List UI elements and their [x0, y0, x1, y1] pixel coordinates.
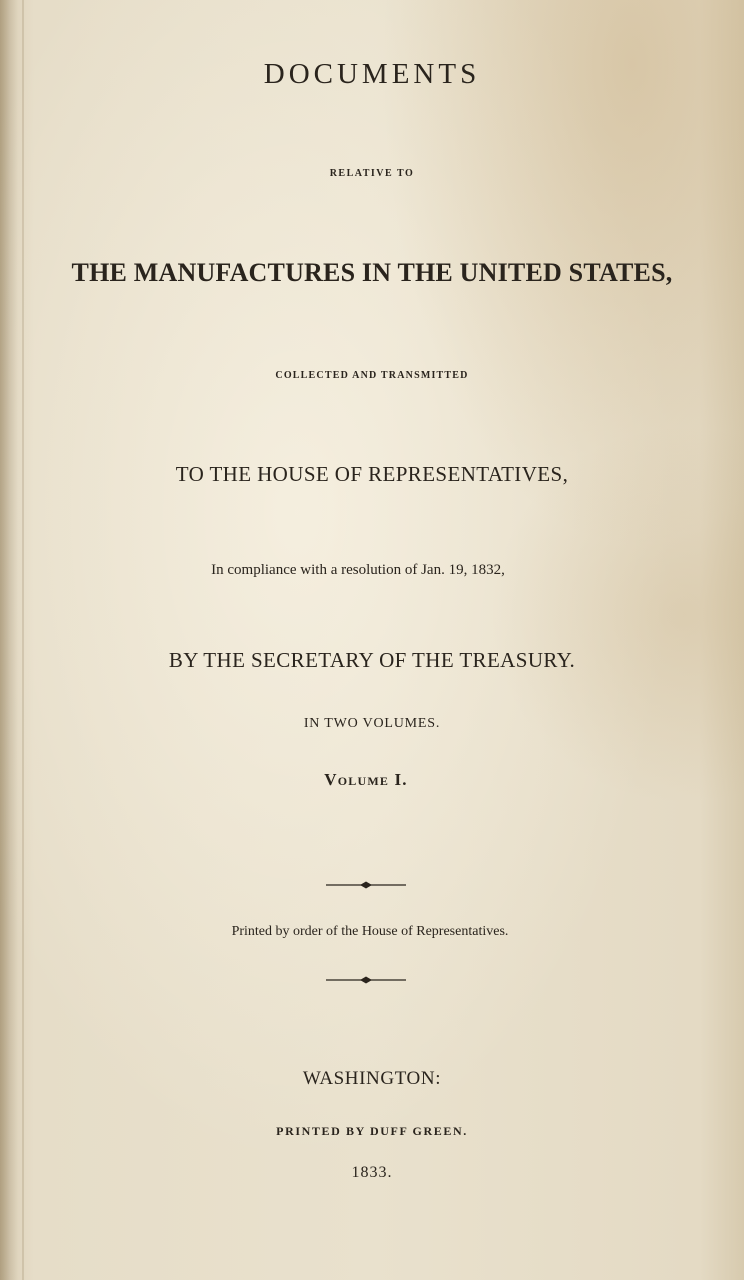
subtitle-relative-to: RELATIVE TO — [329, 168, 415, 179]
imprint-printer: PRINTED BY DUFF GREEN. — [276, 1124, 468, 1138]
printed-order-line: Printed by order of the House of Representatives. — [231, 924, 509, 939]
main-title: DOCUMENTS — [263, 58, 481, 90]
imprint-place: WASHINGTON: — [302, 1068, 442, 1089]
resolution-line: In compliance with a resolution of Jan. 19, 1832, — [211, 562, 505, 578]
ornament-rule-icon — [326, 975, 406, 985]
ornament-rule-icon — [326, 880, 406, 890]
volume-number: Volume I. — [324, 770, 408, 789]
collected-line: COLLECTED AND TRANSMITTED — [275, 370, 469, 381]
recipient-line: TO THE HOUSE OF REPRESENTATIVES, — [175, 462, 569, 486]
subject-heading: THE MANUFACTURES IN THE UNITED STATES, — [71, 258, 673, 287]
imprint-year: 1833. — [351, 1164, 393, 1181]
author-line: BY THE SECRETARY OF THE TREASURY. — [168, 648, 576, 672]
volumes-line: IN TWO VOLUMES. — [303, 716, 441, 731]
